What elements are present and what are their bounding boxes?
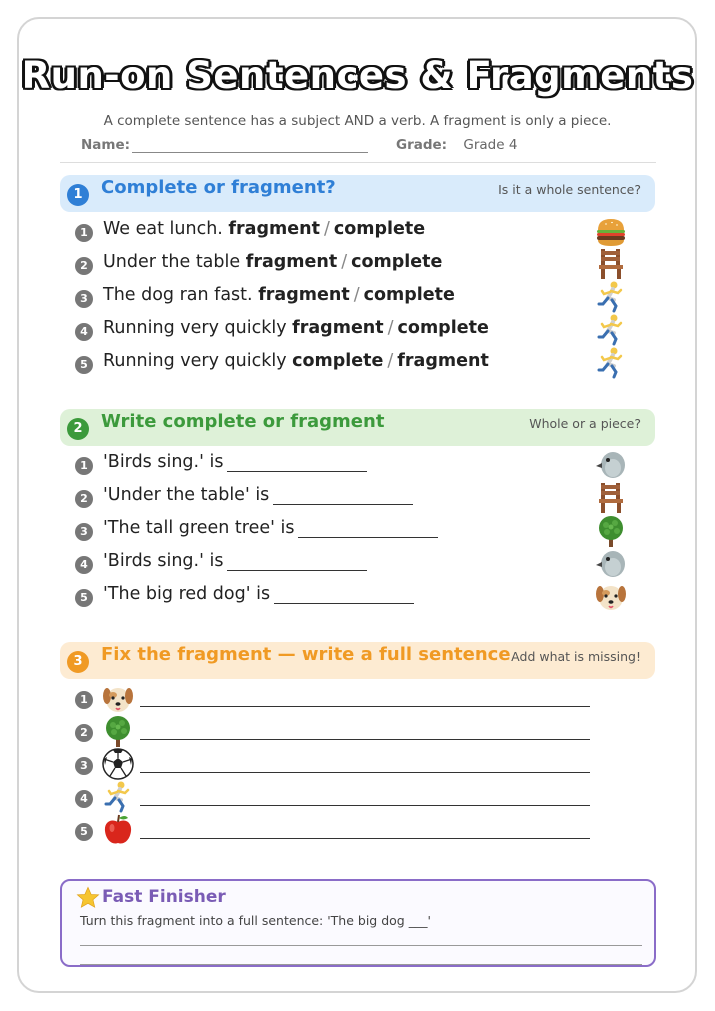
option-fragment[interactable]: fragment — [397, 351, 489, 371]
page-title: Run-on Sentences & Fragments — [21, 54, 694, 97]
item-number: 1 — [75, 457, 93, 475]
hamburger-icon — [594, 215, 628, 249]
writing-line[interactable] — [140, 739, 590, 740]
option-fragment[interactable]: fragment — [292, 318, 384, 338]
fast-finisher-prompt: Turn this fragment into a full sentence: 'The big dog ___' — [80, 913, 431, 928]
item-number: 2 — [75, 490, 93, 508]
item-text — [103, 452, 367, 472]
sentence-text: 'The big red dog' is — [103, 584, 271, 604]
answer-blank[interactable] — [274, 585, 414, 604]
item-text: The dog ran fast. fragment / complete — [103, 285, 455, 305]
item-number: 5 — [75, 823, 93, 841]
section-number-badge: 2 — [67, 418, 89, 440]
star-icon — [76, 886, 100, 910]
item-number: 4 — [75, 323, 93, 341]
name-field[interactable] — [81, 137, 368, 153]
fast-finisher-box — [60, 879, 656, 967]
item-number: 1 — [75, 224, 93, 242]
item-text: Running very quickly fragment / complete — [103, 318, 489, 338]
answer-blank[interactable] — [273, 486, 413, 505]
section-number-badge: 3 — [67, 651, 89, 673]
section-2-header — [60, 409, 655, 446]
section-title: Complete or fragment? — [101, 177, 336, 198]
item-number: 1 — [75, 691, 93, 709]
grade-field — [396, 137, 517, 153]
option-complete[interactable]: complete — [363, 285, 455, 305]
answer-blank[interactable] — [227, 552, 367, 571]
dog-icon — [594, 580, 628, 614]
chair-icon — [594, 247, 628, 281]
section-number-badge: 1 — [67, 184, 89, 206]
bird-icon — [594, 448, 628, 482]
runner-icon — [101, 780, 135, 814]
section-hint: Add what is missing! — [511, 649, 641, 664]
grade-value: Grade 4 — [463, 137, 518, 153]
item-number: 5 — [75, 356, 93, 374]
writing-line[interactable] — [140, 805, 590, 806]
fast-finisher-title: Fast Finisher — [102, 887, 226, 907]
item-text: Under the table fragment / complete — [103, 252, 443, 272]
sentence-text: 'Birds sing.' is — [103, 551, 224, 571]
option-complete[interactable]: complete — [351, 252, 443, 272]
section-title: Write complete or fragment — [101, 411, 385, 432]
item-text — [103, 551, 367, 571]
sentence-text: Running very quickly — [103, 351, 287, 371]
sentence-text: We eat lunch. — [103, 219, 223, 239]
name-label: Name: — [81, 137, 131, 153]
section-hint: Is it a whole sentence? — [498, 182, 641, 197]
grade-label: Grade: — [396, 137, 448, 153]
runner-icon — [594, 346, 628, 380]
item-number: 3 — [75, 523, 93, 541]
option-complete[interactable]: complete — [397, 318, 489, 338]
name-blank[interactable] — [132, 138, 368, 153]
item-number: 3 — [75, 757, 93, 775]
writing-line[interactable] — [80, 945, 642, 946]
runner-icon — [594, 280, 628, 314]
item-text — [103, 518, 438, 538]
sentence-text: 'Birds sing.' is — [103, 452, 224, 472]
tree-icon — [594, 514, 628, 548]
tree-icon — [101, 714, 135, 748]
option-fragment[interactable]: fragment — [258, 285, 350, 305]
item-text — [103, 584, 414, 604]
item-text: Running very quickly complete / fragment — [103, 351, 489, 371]
apple-icon — [101, 813, 135, 847]
section-title: Fix the fragment — write a full sentence — [101, 644, 511, 665]
option-fragment[interactable]: fragment — [228, 219, 320, 239]
writing-line[interactable] — [140, 772, 590, 773]
item-text — [103, 485, 413, 505]
sentence-text: 'Under the table' is — [103, 485, 270, 505]
item-text: We eat lunch. fragment / complete — [103, 219, 426, 239]
sentence-text: Under the table — [103, 252, 241, 272]
bird-icon — [594, 547, 628, 581]
dog-icon — [101, 682, 135, 716]
option-complete[interactable]: complete — [333, 219, 426, 239]
section-hint: Whole or a piece? — [529, 416, 641, 431]
runner-icon — [594, 313, 628, 347]
writing-line[interactable] — [140, 706, 590, 707]
writing-line[interactable] — [140, 838, 590, 839]
writing-line[interactable] — [80, 964, 642, 965]
section-3-header — [60, 642, 655, 679]
item-number: 2 — [75, 724, 93, 742]
item-number: 3 — [75, 290, 93, 308]
chair-icon — [594, 481, 628, 515]
option-complete[interactable]: complete — [292, 351, 384, 371]
item-number: 4 — [75, 556, 93, 574]
sentence-text: Running very quickly — [103, 318, 287, 338]
header-divider — [60, 162, 656, 163]
option-fragment[interactable]: fragment — [245, 252, 338, 272]
soccer-ball-icon — [101, 747, 135, 781]
answer-blank[interactable] — [298, 519, 438, 538]
sentence-text: 'The tall green tree' is — [103, 518, 295, 538]
item-number: 2 — [75, 257, 93, 275]
sentence-text: The dog ran fast. — [103, 285, 253, 305]
answer-blank[interactable] — [227, 453, 367, 472]
item-number: 4 — [75, 790, 93, 808]
section-1-header — [60, 175, 655, 212]
item-number: 5 — [75, 589, 93, 607]
page-subtitle: A complete sentence has a subject AND a verb. A fragment is only a piece. — [103, 113, 612, 129]
